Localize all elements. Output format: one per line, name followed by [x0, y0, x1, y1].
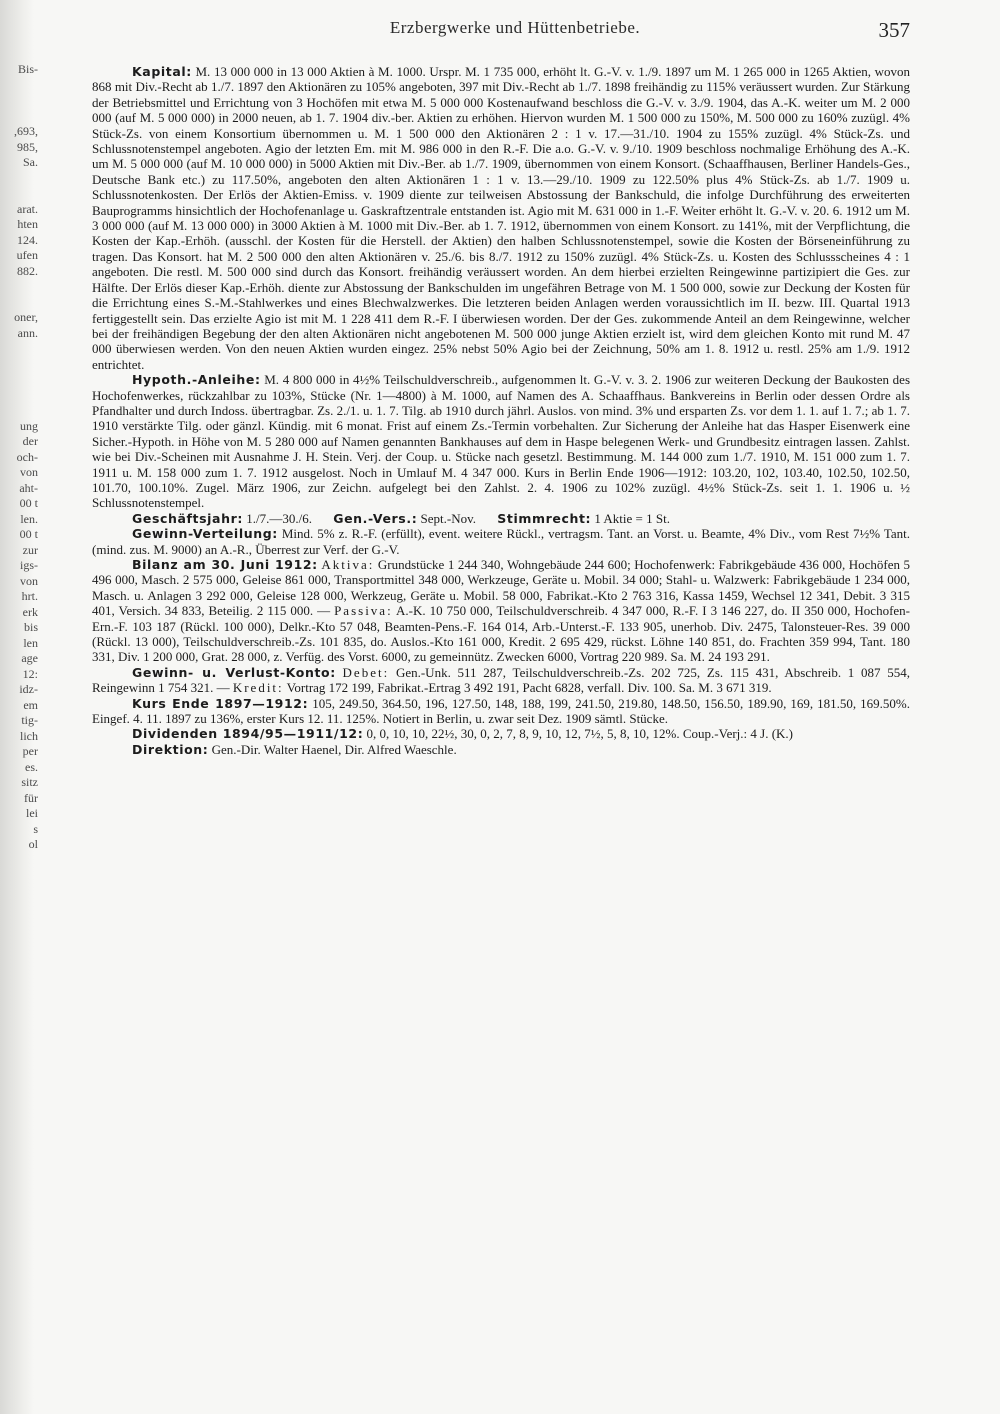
- previous-page-margin-fragments: Bis- ,693, 985, Sa. arat. hten 124. ufen 882. oner, ann. ung der och- von aht- 00 t len. 00 t zur igs- von hrt. erk bis len age 12: idz- em tig- lich per es. sitz für lei s ol: [14, 62, 38, 851]
- section-geschaeftsjahr: [92, 511, 910, 526]
- running-title: Erzbergwerke und Hüttenbetriebe.: [389, 18, 641, 37]
- section-text: Mind. 5% z. R.-F. (erfüllt), event. weitere Rückl., vertragsm. Tant. an Vorst. u. Beamte, 4% Div., vom Rest 7½% Tant. (mind. zus. M. 9000) an A.-R., Überrest zur Verf. der G.-V.: [92, 526, 911, 557]
- section-text: M. 4 800 000 in 4½% Teilschuldverschreib., aufgenommen lt. G.-V. v. 3. 2. 1906 zur weiteren Deckung der Baukosten des Hochofenwerkes, rückzahlbar zu 103%, Stücke (Nr. 1—4800) à M. 1000, auf Namen des A. Schaaffhaus. Bankvereins in Berlin oder dessen Ordre als Pfandhalter und durch Indoss. übertragbar. Zs. 2./1. u. 1. 7. Tilg. ab 1910 durch jährl. Auslos. von mind. 3% und ersparten Zs. vor dem 1. 1. auf 1. 7.; ab 1. 7. 1910 verstärkte Tilg. oder gänzl. Kündig. mit 6 monat. Frist auf einem Zs.-Termin vorbehalten. Zur Sicherung der Anleihe hat das Hasper Eisenwerk eine Sicher.-Hypoth. in Höhe von M. 5 280 000 auf Namen genannten Bankhauses auf dem in Haspe belegenen Werk- und Grundbesitz eintragen lassen. Zahlst. wie bei Div.-Scheinen mit Ausnahme J. H. Stein. Verj. der Coup. u. Stücke nach gesetzl. Bestimmung. M. 144 000 zum 1./7. 1910, M. 151 000 zum 1. 7. 1911 u. M. 158 000 zum 1. 7. 1912 ausgelost. Noch in Umlauf M. 4 347 000. Kurs in Berlin Ende 1906—1912: 103.20, 102, 103.40, 102.50, 102.50, 101.70, 100.10%. Zugel. März 1906, zur Zeichn. aufgelegt bei den Zahlst. 2. 4. 1906 zu 102% zuzügl. 4½% Stück-Zs. seit 1. 1. 1906 u. ½ Schlussnotenstempel.: [92, 372, 910, 511]
- document-body: [92, 64, 910, 757]
- section-label: Kapital:: [132, 64, 192, 79]
- section-label: Bilanz am 30. Juni 1912:: [132, 557, 318, 572]
- section-kurs: [92, 696, 910, 727]
- page-number: 357: [878, 18, 910, 42]
- section-text: M. 13 000 000 in 13 000 Aktien à M. 1000. Urspr. M. 1 735 000, erhöht lt. G.-V. v. 1./9. 1897 um M. 1 265 000 in 1265 Aktien, wovon 868 mit Div.-Recht ab 1./7. 1897 den Aktionären zu 105% angeboten, 397 mit Div.-Recht ab 1./7. 1898 freihändig zu 115% veräussert wurden. Zur Stärkung der Betriebsmittel und Errichtung von 3 Hochöfen mit etwa M. 5 000 000 Kostenaufwand beschloss die G.-V. v. 3./9. 1904, das A.-K. weiter um M. 2 000 000 (auf M. 5 000 000) in 2000 neuen, ab 1. 7. 1904 div.-ber. Aktien zu erhöhen. Hiervon wurden M. 1 500 000 zu 150%, M. 500 000 zu 160% zuzügl. 4% Stück-Zs. von einem Konsortium übernommen u. M. 1 500 000 den Aktionären 2 : 1 v. 17.—31./10. 1904 zu 155% zuzügl. 4% Stück-Zs. und Schlussnotenstempel angeboten. Agio der letzten Em. mit M. 986 000 in den R.-F. Die a.o. G.-V. v. 9./10. 1909 beschloss nochmalige Erhöhung des A.-K. um M. 5 000 000 (auf M. 10 000 000) in 5000 Aktien mit Div.-Ber. ab 1./7. 1909, übernommen von einem Konsort. (Schaaffhausen, Berliner Handels-Ges., Deutsche Bank etc.) zu 117.50%, angeboten den alten Aktionären 1 : 1 v. 13.—29./10. 1909 zu 122.50% plus 4% Stück-Zs. ab 1./7. 1909 u. Schlussnotenkosten. Der Erlös der Aktien-Emiss. v. 1909 diente zur teilweisen Abstossung der Bankschuld, die infolge Durchführung des erweiterten Bauprogramms hinsichtlich der Hochofenanlage u. Gaskraftzentrale entstanden ist. Agio mit M. 631 000 in 1.-F. Weiter erhöht lt. G.-V. v. 20. 6. 1912 um M. 3 000 000 (auf M. 13 000 000) in 3000 Aktien à M. 1000 mit Div.-Ber. ab 1. 7. 1912, übernommen von einem Konsort. zu 141%, mit der Verpflichtung, die Kosten der Kap.-Erhöh. (ausschl. der Kosten für die Herstell. der Aktien) den halben Schlussnotenstempel, sowie die Kosten der Börseneinführung zu tragen. Das Konsort. hat M. 2 500 000 den alten Aktionären v. 25./6. bis 8./7. 1912 zu 150% zuzügl. 4% Stück-Zs. u. Kosten des Schlussscheines 4 : 1 angeboten. Die restl. M. 500 000 sind durch das Konsort. freihändig veräussert worden. An dem hierbei erzielten Reingewinne partizipiert die Ges. zur Hälfte. Der Erlös dieser Kap.-Erhöh. diente zur Abstossung der Bankschulden im ungefähren Betrage von M. 1 500 000, sowie zur Deckung der Kosten für die Errichtung eines S.-M.-Stahlwerkes und eines Blechwalzwerkes. Die letzteren beiden Anlagen werden voraussichtlich im II. bezw. III. Quartal 1913 fertiggestellt sein. Das erzielte Agio ist mit M. 1 228 411 dem R.-F. I überwiesen worden. Der der Ges. zukommende Anteil an dem Reingewinne, welcher bei der freihändigen Begebung der den alten Aktionären nicht angebotenen M. 500 000 junge Aktien erzielt ist, wird dem gleichen Konto mit rund M. 47 000 überwiesen werden. Von den neuen Aktien wurden eingez. 25% nebst 50% Agio bei der Zeichnung, 50% am 1. 8. 1912 u. restl. 25% am 1./9. 1912 entrichtet.: [92, 64, 910, 372]
- passiva-label: Passiva:: [334, 603, 393, 619]
- section-text: 1 Aktie = 1 St.: [594, 510, 670, 526]
- section-label: Stimmrecht:: [497, 510, 592, 526]
- debet-label: Debet:: [342, 664, 390, 680]
- section-text: 105, 249.50, 364.50, 196, 127.50, 148, 188, 199, 241.50, 219.80, 148.50, 156.50, 189.90, 169, 181.50, 169.50%. Eingef. 4. 11. 1897 zu 136%, erster Kurs 12. 11. 125%. Notiert in Berlin, u. zwar seit Dez. 1909 sämtl. Stücke.: [92, 695, 910, 727]
- aktiva-text: Grundstücke 1 244 340, Wohngebäude 244 600; Hochofenwerk: Fabrikgebäude 436 000, Hochöfen 5 496 000, Masch. 2 575 000, Geleise 861 000, Transportmittel 348 000, Werkzeuge, Geräte u. Mobil. 34 000; Stahl- u. Walzwerk: Fabrikgebäude 1 234 000, Masch. u. Anlagen 3 292 000, Geleise 128 000, Werkzeug, Geräte u. Mobil. 58 000, Fabrikat.-Kto 2 763 316, Kassa 1459, Wechsel 12 341, Debit. 3 315 401, Versich. 34 833, Beteilig. 2 115 000. —: [92, 557, 911, 619]
- section-anleihe: [92, 372, 910, 511]
- passiva-text: A.-K. 10 750 000, Teilschuldverschreib. 4 347 000, R.-F. I 3 146 227, do. II 350 000, Hochofen-Ern.-F. 103 187 (Rückl. 100 000), Delkr.-Kto 57 048, Beamten-Pens.-F. 164 014, Arb.-Unterst.-F. 133 905, unerhob. Div. 2475, Talonsteuer-Res. 39 000 (Rückl. 13 000), Teilschuldverschreib.-Zs. 101 835, do. Auslos.-Kto 161 000, Kredit. 2 695 429, rückst. Löhne 140 851, do. Frachten 359 994, Tant. 180 331, Div. 1 200 000, Grat. 28 000, z. Verfüg. des Vorst. 6000, zu gemeinnütz. Zwecken 6000, Vortrag 220 989. Sa. M. 24 193 291.: [92, 603, 910, 665]
- section-label: Gewinn-Verteilung:: [132, 526, 278, 542]
- section-guv: [92, 665, 910, 696]
- section-dividenden: [92, 726, 910, 741]
- geschaeftsjahr-group: [132, 511, 315, 526]
- section-label: Geschäftsjahr:: [132, 510, 243, 526]
- aktiva-label: Aktiva:: [321, 557, 375, 572]
- running-head: [120, 18, 910, 44]
- section-label: Hypoth.-Anleihe:: [132, 372, 261, 388]
- section-text: Gen.-Dir. Walter Haenel, Dir. Alfred Waeschle.: [211, 741, 457, 757]
- section-label: Gen.-Vers.:: [333, 510, 418, 526]
- gen-vers-group: [333, 511, 479, 526]
- section-text: Sept.-Nov.: [420, 510, 477, 526]
- section-kapital: [92, 64, 910, 372]
- section-label: Dividenden 1894/95—1911/12:: [132, 726, 364, 742]
- section-bilanz: [92, 557, 910, 665]
- section-text: 1./7.—30./6.: [246, 510, 312, 526]
- section-text: 0, 0, 10, 10, 22½, 30, 0, 2, 7, 8, 9, 10, 12, 7½, 5, 8, 10, 12%. Coup.-Verj.: 4 J. (K.): [366, 726, 794, 742]
- section-direktion: [92, 742, 910, 757]
- kredit-label: Kredit:: [232, 680, 284, 696]
- section-label: Kurs Ende 1897—1912:: [132, 695, 309, 711]
- kredit-text: Vortrag 172 199, Fabrikat.-Ertrag 3 492 191, Pacht 6828, verfall. Div. 100. Sa. M. 3 671 319.: [286, 680, 772, 696]
- section-gewinnverteilung: [92, 526, 910, 557]
- debet-text: Gen.-Unk. 511 287, Teilschuldverschreib.-Zs. 202 725, Zs. 115 431, Abschreib. 1 087 554, Reingewinn 1 754 321. —: [92, 664, 911, 696]
- section-label: Gewinn- u. Verlust-Konto:: [132, 664, 336, 680]
- stimmrecht-group: [497, 511, 670, 526]
- section-label: Direktion:: [132, 741, 209, 757]
